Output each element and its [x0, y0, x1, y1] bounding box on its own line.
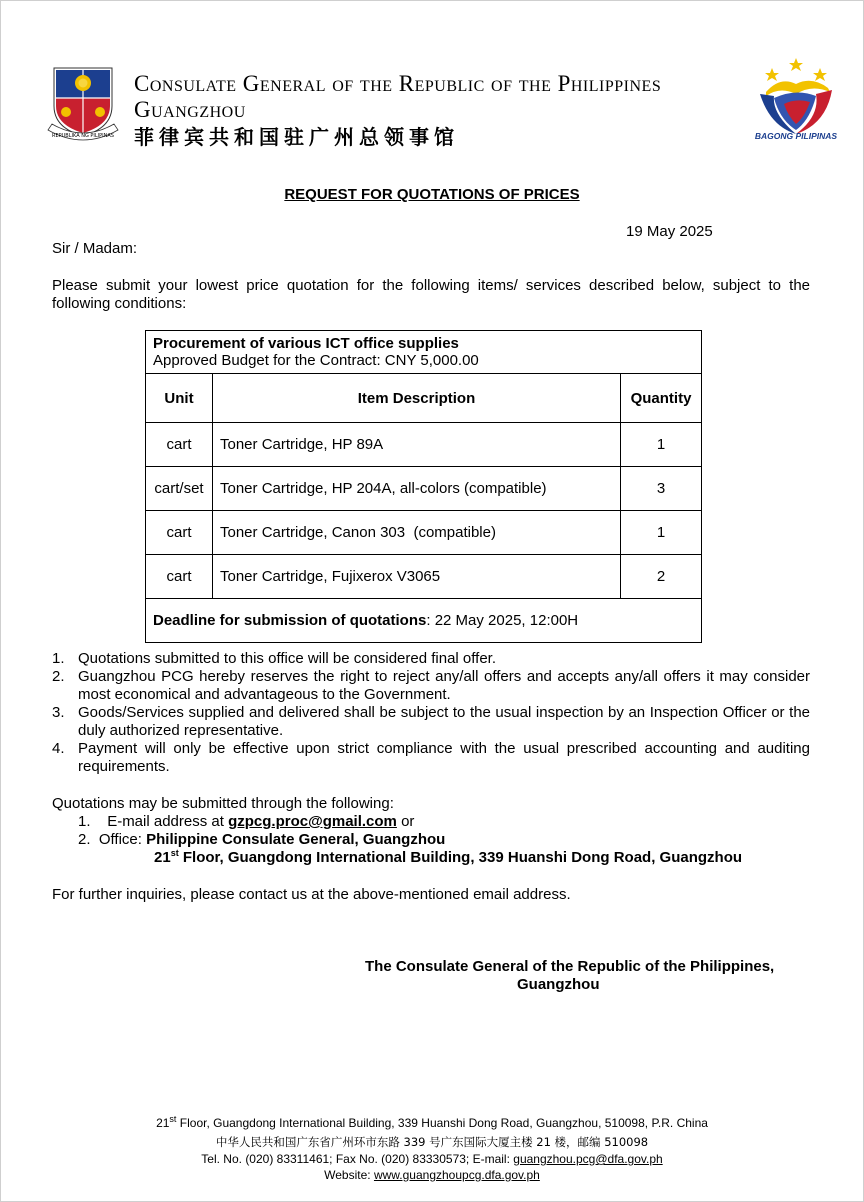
org-name-line2: Guangzhou	[134, 97, 246, 122]
submission-email-link[interactable]: gzpcg.proc@gmail.com	[228, 813, 397, 830]
procurement-header-row	[146, 331, 702, 374]
intro-paragraph: Please submit your lowest price quotation for the following items/ services described below, subject to the following conditions:	[52, 277, 810, 312]
option-email-suffix: or	[401, 813, 415, 830]
cell-quantity: 3	[621, 467, 702, 511]
address-floor-suffix: st	[170, 848, 179, 858]
footer-contact	[0, 1152, 864, 1166]
address-floor: 21	[154, 849, 171, 866]
option-email-prefix: E-mail address at	[107, 813, 224, 830]
document-date: 19 May 2025	[626, 223, 713, 240]
condition-item	[52, 740, 810, 776]
table-row	[146, 555, 702, 599]
document-title: REQUEST FOR QUOTATIONS OF PRICES	[284, 186, 580, 203]
header-description: Item Description	[213, 374, 621, 423]
cell-description: Toner Cartridge, Canon 303 (compatible)	[213, 511, 621, 555]
cell-unit: cart	[146, 511, 213, 555]
deadline-label: Deadline for submission of quotations	[153, 612, 427, 629]
table-row	[146, 467, 702, 511]
header-unit: Unit	[146, 374, 213, 423]
approved-budget: Approved Budget for the Contract: CNY 5,000.00	[153, 352, 479, 369]
procurement-cell	[146, 331, 702, 374]
footer-website-label: Website:	[324, 1168, 371, 1182]
deadline-value: : 22 May 2025, 12:00H	[426, 612, 579, 629]
cell-description: Toner Cartridge, HP 89A	[213, 423, 621, 467]
office-name: Philippine Consulate General, Guangzhou	[146, 831, 446, 848]
cell-unit: cart	[146, 423, 213, 467]
bagong-pilipinas-text: BAGONG PILIPINAS	[754, 131, 838, 141]
org-name-chinese: 菲律宾共和国驻广州总领事馆	[134, 125, 459, 149]
footer-address-en	[0, 1116, 864, 1130]
option-number: 2.	[78, 831, 91, 848]
table-header-row	[146, 374, 702, 423]
footer-address-cn: 中华人民共和国广东省广州环市东路 339 号广东国际大厦主楼 21 楼，邮编 510098	[215, 1135, 649, 1149]
office-address	[154, 849, 742, 866]
org-name-line1: Consulate General of the Republic of the Philippines	[134, 71, 662, 96]
further-inquiries: For further inquiries, please contact us at the above-mentioned email address.	[52, 886, 571, 903]
seal-text: REPUBLIKA NG PILIPINAS	[52, 133, 114, 139]
footer-phone-fax: Tel. No. (020) 83311461; Fax No. (020) 83330573; E-mail:	[201, 1152, 510, 1166]
cell-unit: cart/set	[146, 467, 213, 511]
salutation: Sir / Madam:	[52, 240, 138, 257]
condition-text: Payment will only be effective upon strict compliance with the usual prescribed accounting and auditing requirements.	[78, 740, 810, 775]
deadline-cell	[146, 599, 702, 643]
option-number: 1.	[78, 813, 91, 830]
footer-website	[0, 1168, 864, 1182]
condition-number: 3.	[52, 704, 65, 721]
cell-quantity: 1	[621, 423, 702, 467]
signature-line1: The Consulate General of the Republic of the Philippines,	[365, 958, 775, 975]
footer-floor: 21	[156, 1116, 170, 1130]
condition-number: 1.	[52, 650, 65, 667]
submission-intro: Quotations may be submitted through the following:	[52, 795, 394, 812]
condition-item	[52, 650, 810, 668]
condition-text: Goods/Services supplied and delivered shall be subject to the usual inspection by an Inspection Officer or the duly authorized representative.	[78, 704, 810, 739]
condition-number: 2.	[52, 668, 65, 685]
submission-option-email	[78, 813, 414, 830]
footer-address-rest: Floor, Guangdong International Building, 339 Huanshi Dong Road, Guangzhou, 510098, P.R. China	[176, 1116, 708, 1130]
condition-text: Quotations submitted to this office will be considered final offer.	[78, 650, 497, 667]
footer-floor-suffix: st	[169, 1114, 177, 1124]
signature-line2: Guangzhou	[517, 976, 600, 993]
address-rest: Floor, Guangdong International Building, 339 Huanshi Dong Road, Guangzhou	[178, 849, 743, 866]
deadline-row	[146, 599, 702, 643]
conditions-list	[52, 650, 810, 776]
procurement-title: Procurement of various ICT office supplies	[153, 335, 459, 352]
items-table	[145, 330, 702, 643]
option-office-prefix: Office:	[98, 831, 142, 848]
cell-quantity: 1	[621, 511, 702, 555]
condition-item	[52, 704, 810, 740]
table-row	[146, 423, 702, 467]
philippine-seal-icon	[46, 58, 120, 144]
cell-description: Toner Cartridge, HP 204A, all-colors (compatible)	[213, 467, 621, 511]
footer-email-link[interactable]: guangzhou.pcg@dfa.gov.ph	[513, 1152, 663, 1166]
cell-quantity: 2	[621, 555, 702, 599]
footer-website-link[interactable]: www.guangzhoupcg.dfa.gov.ph	[373, 1168, 540, 1182]
header-quantity: Quantity	[621, 374, 702, 423]
condition-text: Guangzhou PCG hereby reserves the right to reject any/all offers and accepts any/all offers it may consider most economical and advantageous to the Government.	[78, 668, 810, 703]
condition-item	[52, 668, 810, 704]
cell-description: Toner Cartridge, Fujixerox V3065	[213, 555, 621, 599]
table-row	[146, 511, 702, 555]
submission-option-office	[78, 831, 445, 848]
condition-number: 4.	[52, 740, 65, 757]
cell-unit: cart	[146, 555, 213, 599]
